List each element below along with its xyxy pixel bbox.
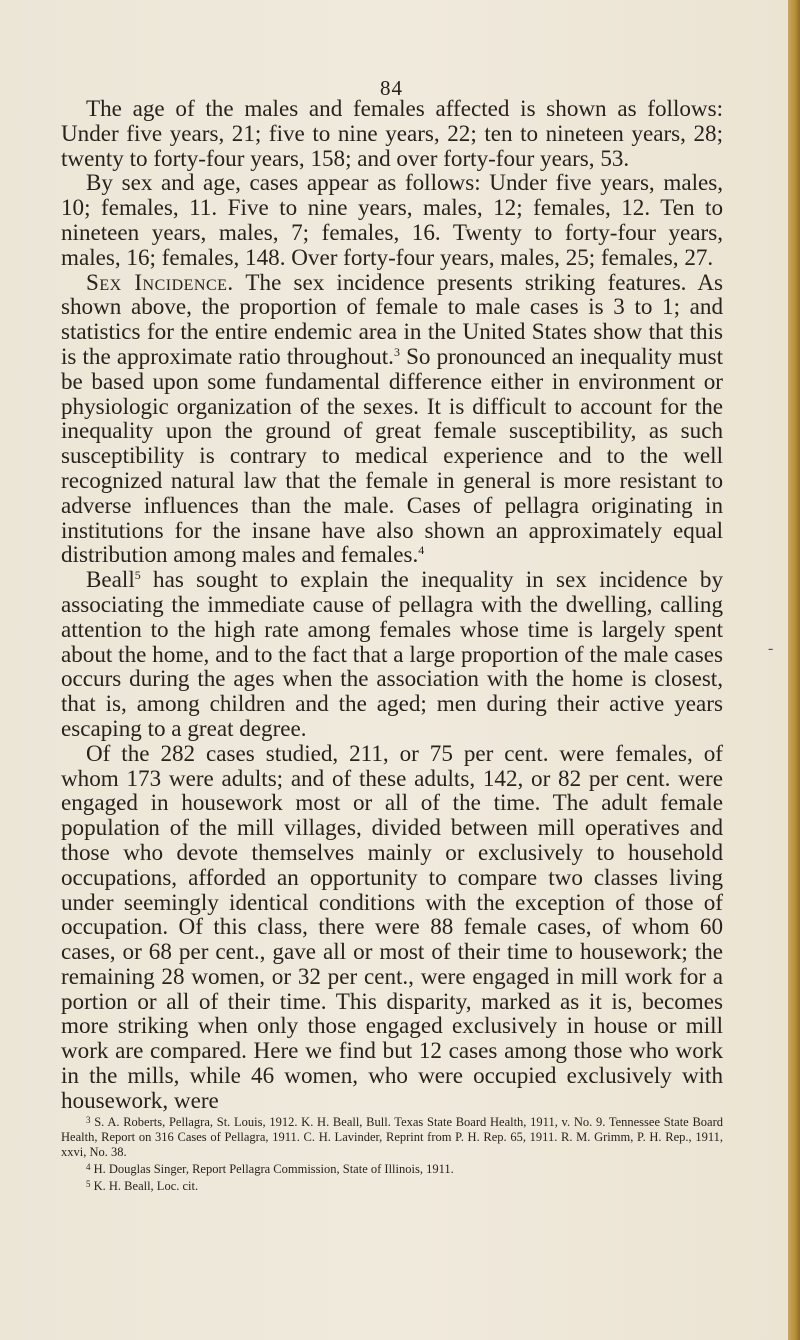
body-text — [61, 96, 723, 1113]
sex-incidence-text-2: So pronounced an inequality must be based upon some fundamental difference either in environment or physiologic organization of the sexes. It is difficult to account for the inequality upon the ground of great female susceptibility, as such susceptibility is contrary to medical experience and to the well recognized natural law that the female in general is more resistant to adverse influences than the male. Cases of pellagra originating in institutions for the insane have also shown an approximately equal distribution among males and females. — [61, 342, 724, 568]
footnote-ref-3: 3 — [393, 344, 400, 359]
paragraph-sex-and-age: By sex and age, cases appear as follows: Under five years, males, 10; females, 11. Five to nine years, males, 12; females, 12. Ten to nineteen years, males, 7; females, 16. Twenty to forty-four years, males, 16; females, 148. Over forty-four years, males, 25; females, 27. — [61, 169, 723, 270]
footnote-4 — [61, 1160, 723, 1177]
footnote-mark-5: 5 — [86, 1179, 91, 1190]
page-edge — [788, 0, 800, 1340]
footnotes — [61, 1113, 723, 1194]
footnote-5 — [61, 1177, 723, 1194]
page-number: 84 — [380, 76, 403, 100]
paragraph-beall — [61, 567, 723, 741]
paragraph-sex-incidence — [61, 270, 723, 568]
sex-incidence-text-1: The sex incidence presents striking features. As shown above, the proportion of female to male cases is 3 to 1; and statistics for the entire endemic area in the United States show that this is the approximate ratio throughout. — [61, 268, 723, 369]
footnote-text-4: H. Douglas Singer, Report Pellagra Commission, State of Illinois, 1911. — [90, 1162, 454, 1177]
paragraph-cases-studied: Of the 282 cases studied, 211, or 75 per cent. were females, of whom 173 were adults; and of these adults, 142, or 82 per cent. were engaged in housework most or all of the time. The adult female population of the mill villages, divided between mill operatives and those who devote themselves mainly or exclusively to household occupations, afforded an opportunity to compare two classes living under seemingly identical conditions with the exception of those of occupation. Of this class, there were 88 female cases, of whom 60 cases, or 68 per cent., gave all or most of their time to housework; the remaining 28 women, or 32 per cent., were engaged in mill work for a portion or all of their time. This disparity, marked as it is, becomes more striking when only those engaged exclusively in house or mill work are compared. Here we find but 12 cases among those who work in the mills, while 46 women, who were occupied exclusively with housework, were — [61, 739, 723, 1113]
footnote-text-3: S. A. Roberts, Pellagra, St. Louis, 1912. K. H. Beall, Bull. Texas State Board Health, 1911, v. No. 9. Tennessee State Board Health, Report on 316 Cases of Pellagra, 1911. C. H. Lavinder, Reprint from P. H. Rep. 65, 1911. R. M. Grimm, P. H. Rep., 1911, xxvi, No. 38. — [61, 1115, 723, 1160]
beall-lead: Beall — [86, 566, 135, 593]
section-heading-sex-incidence: Sex Incidence. — [86, 268, 234, 295]
margin-mark: - — [768, 640, 774, 657]
footnote-mark-3: 3 — [86, 1115, 91, 1125]
footnote-mark-4: 4 — [86, 1162, 91, 1173]
beall-text: has sought to explain the inequality in sex incidence by associating the immediate cause of pellagra with the dwelling, calling attention to the high rate among females whose time is largely spent about the home, and to the fact that a large proportion of the male cases occurs during the ages when the association with the home is closest, that is, among children and the aged; men during their active years escaping to a great degree. — [61, 566, 723, 741]
footnote-text-5: K. H. Beall, Loc. cit. — [90, 1179, 199, 1194]
paragraph-age-distribution: The age of the males and females affected is shown as follows: Under five years, 21; five to nine years, 22; ten to nineteen years, 28; twenty to forty-four years, 158; and over forty-four years, 53. — [61, 95, 723, 171]
footnote-3 — [61, 1113, 723, 1160]
footnote-ref-5: 5 — [134, 568, 141, 583]
footnote-ref-4: 4 — [418, 543, 425, 558]
